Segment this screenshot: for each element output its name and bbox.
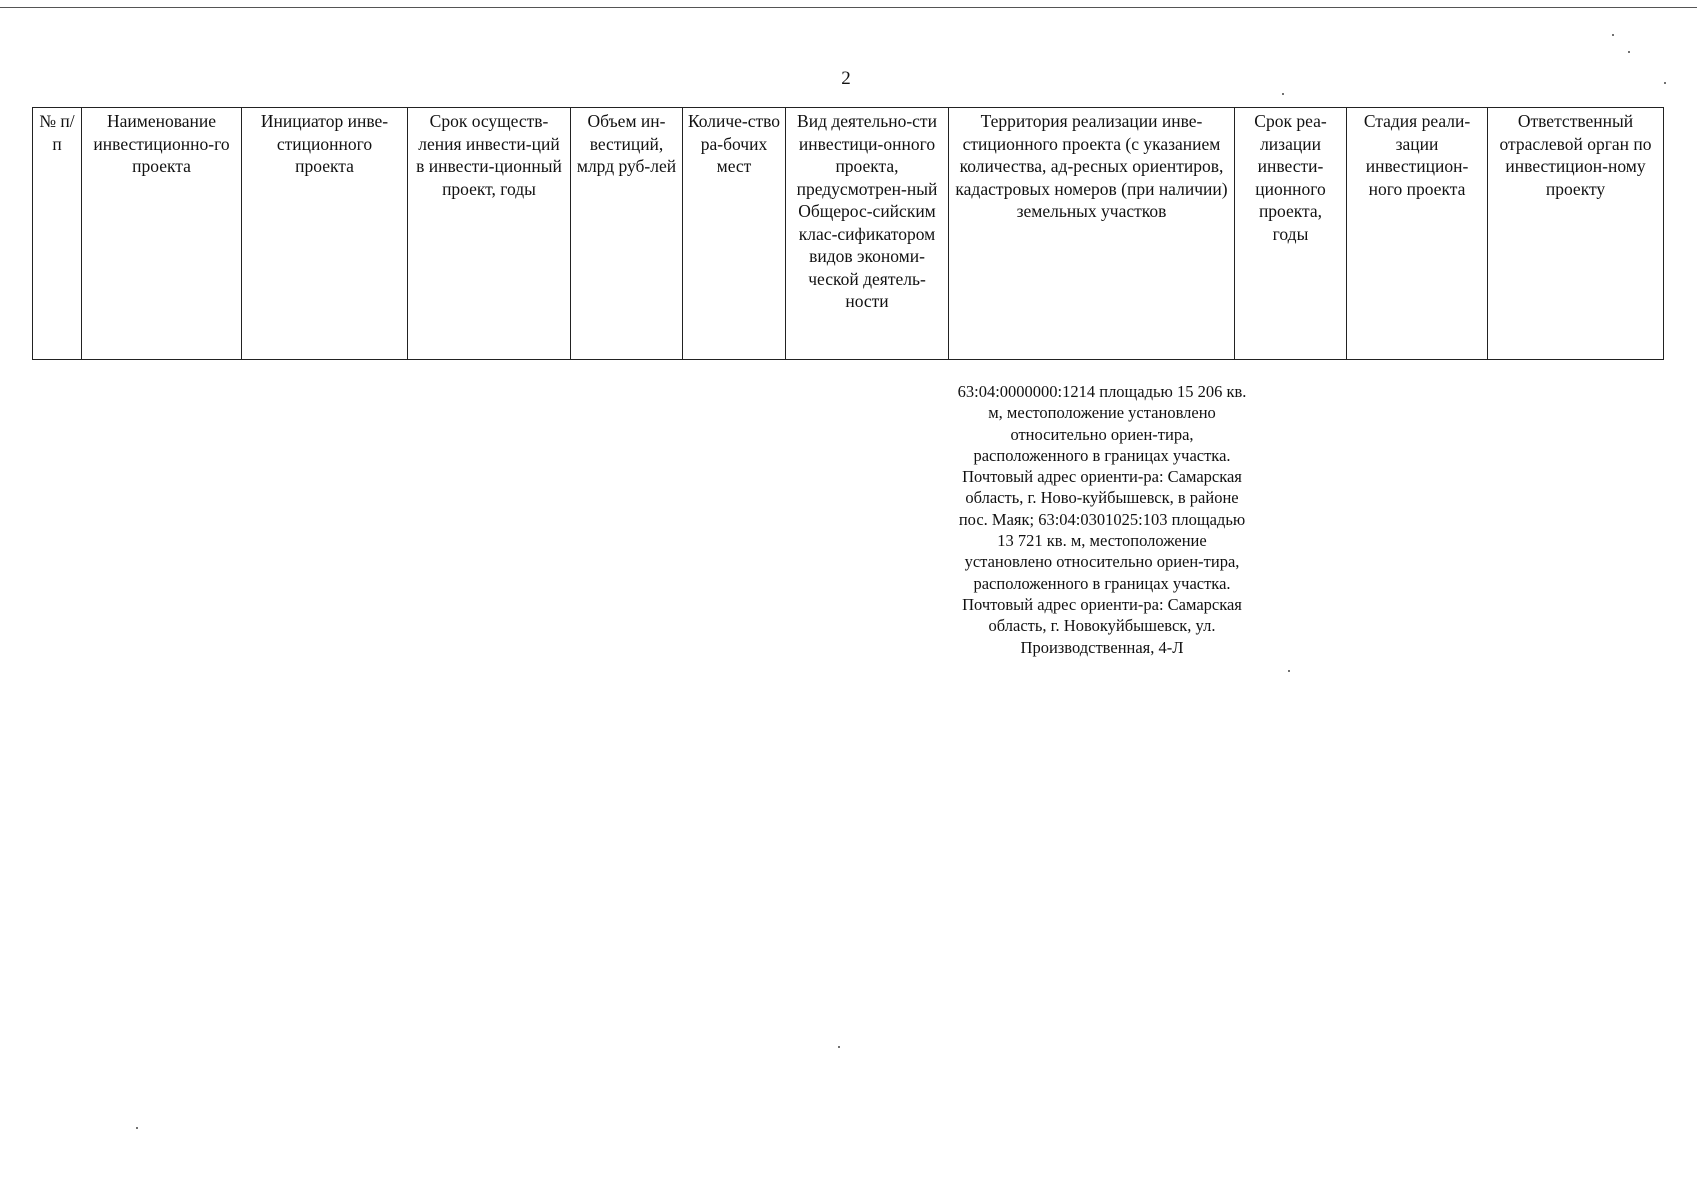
top-border-line [0,7,1697,8]
investment-projects-table [32,107,1664,360]
scan-speck [1612,34,1614,36]
column-header-investment-volume: Объем ин-вестиций, млрд руб-лей [571,108,683,360]
column-header-implementation-period: Срок реа-лизации инвести-ционного проекта, годы [1235,108,1347,360]
scan-speck [136,1127,138,1129]
territory-cell-text: 63:04:0000000:1214 площадью 15 206 кв. м, местоположение установлено относительно ориен-тира, расположенного в границах участка. Почтовый адрес ориенти-ра: Самарская область, г. Ново-куйбышевск, в районе пос. Маяк; 63:04:0301025:103 площадью 13 721 кв. м, местоположение установлено относительно ориен-тира, расположенного в границах участка. Почтовый адрес ориенти-ра: Самарская область, г. Новокуйбышевск, ул. Производственная, 4-Л [957,382,1247,657]
column-header-activity-type: Вид деятельно-сти инвестици-онного проекта, предусмотрен-ный Общерос-сийским клас-сификатором видов экономи-ческой деятель-ности [786,108,949,360]
column-header-initiator: Инициатор инве-стиционного проекта [242,108,408,360]
column-header-project-name: Наименование инвестиционно-го проекта [82,108,242,360]
column-header-number: № п/п [33,108,82,360]
scan-speck [1282,93,1284,95]
scan-speck [1628,51,1630,53]
scan-speck [1288,670,1290,672]
column-header-jobs: Количе-ство ра-бочих мест [683,108,786,360]
column-header-stage: Стадия реали-зации инвестицион-ного проекта [1347,108,1488,360]
column-header-investment-period: Срок осуществ-ления инвести-ций в инвести-ционный проект, годы [408,108,571,360]
scan-speck [1664,82,1666,84]
page-number: 2 [841,68,851,89]
scan-speck [838,1046,840,1048]
column-header-responsible-body: Ответственный отраслевой орган по инвестицион-ному проекту [1488,108,1664,360]
table-header-row [33,108,1664,360]
column-header-territory: Территория реализации инве-стиционного проекта (с указанием количества, ад-ресных ориентиров, кадастровых номеров (при наличии) земельных участков [949,108,1235,360]
